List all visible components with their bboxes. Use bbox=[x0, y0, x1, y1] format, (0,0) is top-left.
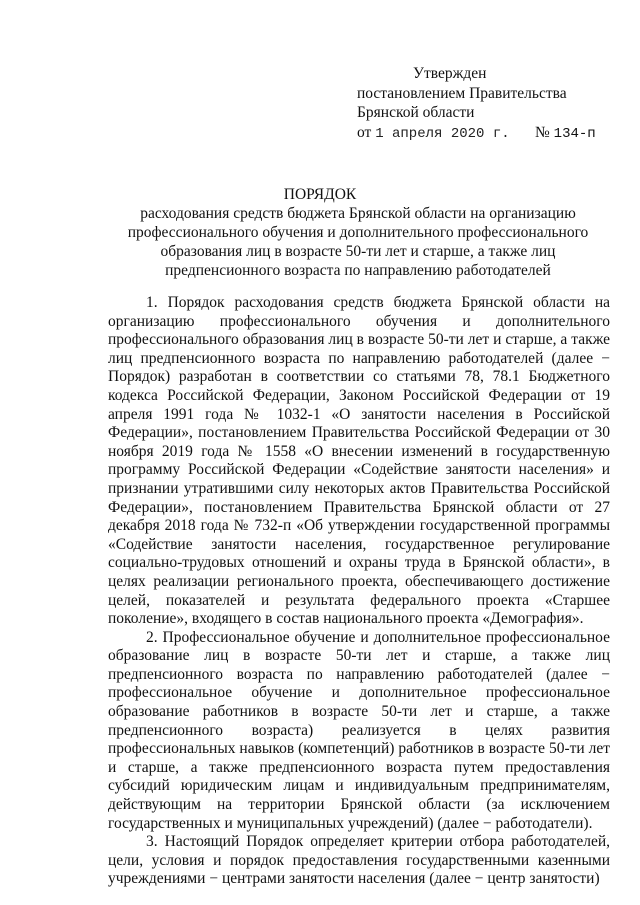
document-subtitle: расходования средств бюджета Брянской области на организацию профессионального обучения и дополнительного профессионального образования лиц в возрасте 50-ти лет и старше, а также лиц предпенсионного возраста по направлению работодателей bbox=[127, 205, 589, 279]
paragraph-2: 2. Профессиональное обучение и дополнительное профессиональное образование лиц в возрасте 50-ти лет и старше, а также лиц предпенсионного возраста по направлению работодателей (далее − профессиональное обучение и дополнительное профессиональное образование работников в возрасте 50-ти лет и старше, а также предпенсионного возраста) реализуется в целях развития профессиональных навыков (компетенций) работников в возрасте 50-ти лет и старше, а также предпенсионного возраста путем предоставления субсидий юридическим лицам и индивидуальным предпринимателям, действующим на территории Брянской области (за исключением государственных и муниципальных учреждений) (далее − работодатели). bbox=[108, 628, 610, 832]
paragraph-1: 1. Порядок расходования средств бюджета Брянской области на организацию профессионального обучения и дополнительного профессионального образования лиц в возрасте 50-ти лет и старше, а также лиц предпенсионного возраста по направлению работодателей (далее − Порядок) разработан в соответствии со статьями 78, 78.1 Бюджетного кодекса Российской Федерации, Законом Российской Федерации от 19 апреля 1991 года № 1032-1 «О занятости населения в Российской Федерации», постановлением Правительства Российской Федерации от 30 ноября 2019 года № 1558 «О внесении изменений в государственную программу Российской Федерации «Содействие занятости населения» и признании утратившими силу некоторых актов Правительства Российской Федерации», постановлением Правительства Брянской области от 27 декабря 2018 года № 732-п «Об утверждении государственной программы «Содействие занятости населения, государственное регулирование социально-трудовых отношений и охраны труда в Брянской области», в целях реализации регионального проекта, обеспечивающего достижение целей, показателей и результата федерального проекта «Старшее поколение», входящего в состав национального проекта «Демография». bbox=[108, 294, 610, 628]
paragraph-3: 3. Настоящий Порядок определяет критерии отбора работодателей, цели, условия и порядок предоставления государственными казенными учреждениями − центрами занятости населения (далее − центр занятости) bbox=[108, 833, 610, 888]
document-body bbox=[108, 294, 610, 889]
approval-number bbox=[535, 123, 596, 145]
approval-number-sign: № bbox=[535, 123, 554, 141]
approval-line-resolution: постановлением Правительства bbox=[357, 84, 567, 102]
document-title: ПОРЯДОК bbox=[283, 186, 357, 203]
approval-stamp bbox=[357, 64, 627, 143]
approval-number-value: 134-п bbox=[553, 125, 596, 142]
approval-date-prefix: от bbox=[357, 123, 376, 141]
approval-line-approved: Утвержден bbox=[413, 65, 487, 82]
approval-date-line bbox=[357, 123, 627, 143]
approval-date: 1 апреля 2020 г. bbox=[375, 125, 510, 142]
approval-line-region: Брянской области bbox=[357, 104, 475, 121]
